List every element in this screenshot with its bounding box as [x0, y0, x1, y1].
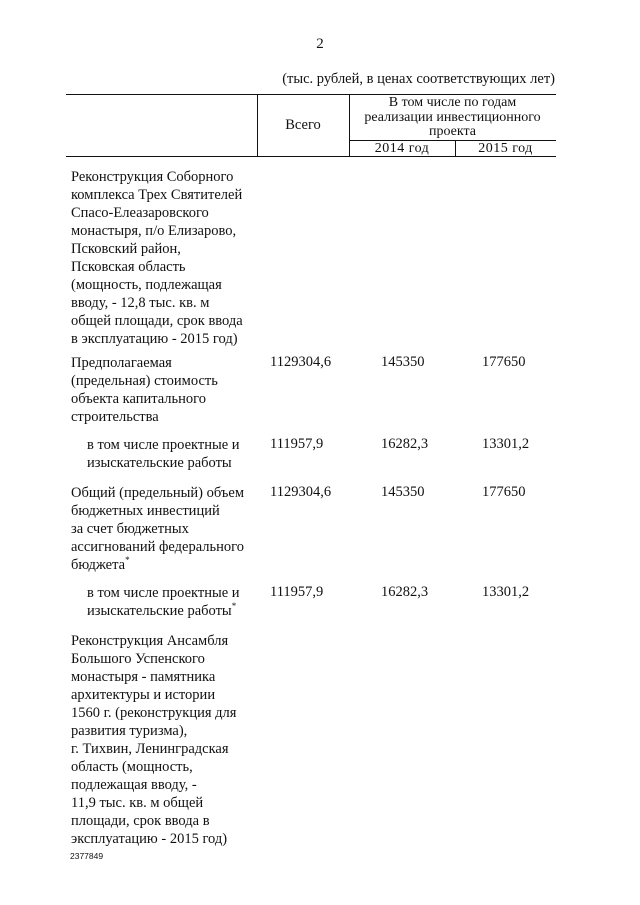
row-label: [71, 484, 244, 574]
value-2014: 145350: [381, 484, 425, 500]
text-line: монастыря, п/о Елизарово,: [71, 223, 237, 239]
text-line: в том числе проектные и: [87, 437, 240, 453]
text-line: (предельная) стоимость: [71, 373, 218, 389]
text-line: 1560 г. (реконструкция для: [71, 705, 237, 721]
header-year-2014: 2014 год: [374, 141, 430, 156]
row-label: [71, 354, 218, 426]
footnote-mark: *: [231, 601, 237, 612]
units-note: (тыс. рублей, в ценах соответствующих лет): [282, 71, 555, 87]
text-line: в эксплуатацию - 2015 год): [71, 331, 238, 347]
header-years-group: [349, 96, 556, 140]
text-line: за счет бюджетных: [71, 521, 189, 537]
text-line-content: бюджета: [71, 557, 126, 573]
text-line: общей площади, срок ввода: [71, 313, 243, 329]
text-line: [87, 602, 240, 620]
value-2015: 177650: [482, 354, 526, 370]
text-line: бюджетных инвестиций: [71, 503, 220, 519]
value-total: 111957,9: [270, 436, 324, 452]
value-total: 1129304,6: [270, 484, 332, 500]
text-line: архитектуры и истории: [71, 687, 216, 703]
value-2015: 177650: [482, 484, 526, 500]
text-line: эксплуатацию - 2015 год): [71, 831, 228, 847]
text-line: в том числе проектные и: [87, 585, 240, 601]
text-line: комплекса Трех Святителей: [71, 187, 243, 203]
text-line: Реконструкция Ансамбля: [71, 633, 229, 649]
text-line: развития туризма),: [71, 723, 188, 739]
text-line: Реконструкция Соборного: [71, 169, 234, 185]
text-line: область (мощность,: [71, 759, 193, 775]
row-label: [87, 436, 240, 472]
text-line: Псковский район,: [71, 241, 181, 257]
row-label: [87, 584, 240, 620]
page-number: 2: [316, 36, 324, 52]
value-2015: 13301,2: [482, 584, 530, 600]
footnote-mark: *: [125, 555, 130, 566]
text-line: строительства: [71, 409, 159, 425]
text-line-content: изыскательские работы: [87, 603, 232, 619]
text-line: [71, 556, 244, 574]
header-total: Всего: [285, 117, 321, 133]
text-line: вводу, - 12,8 тыс. кв. м: [71, 295, 210, 311]
document-code: 2377849: [70, 851, 104, 861]
header-group-line: реализации инвестиционного: [364, 109, 541, 125]
text-line: Спасо-Елеазаровского: [71, 205, 209, 221]
text-line: подлежащая вводу, -: [71, 777, 197, 793]
text-line: площади, срок ввода в: [71, 813, 210, 829]
text-line: изыскательские работы: [87, 455, 232, 471]
text-line: 11,9 тыс. кв. м общей: [71, 795, 204, 811]
object-title: [71, 168, 243, 348]
value-2014: 16282,3: [381, 584, 429, 600]
object-title: [71, 632, 236, 848]
text-line: г. Тихвин, Ленинградская: [71, 741, 229, 757]
value-total: 1129304,6: [270, 354, 332, 370]
value-2014: 16282,3: [381, 436, 429, 452]
text-line: ассигнований федерального: [71, 539, 244, 555]
text-line: Большого Успенского: [71, 651, 205, 667]
text-line: (мощность, подлежащая: [71, 277, 222, 293]
header-group-line: проекта: [429, 124, 476, 139]
header-group-line: В том числе по годам: [388, 95, 517, 110]
text-line: Псковская область: [71, 259, 186, 275]
value-2014: 145350: [381, 354, 425, 370]
text-line: Предполагаемая: [71, 355, 172, 371]
text-line: объекта капитального: [71, 391, 206, 407]
text-line: Общий (предельный) объем: [71, 485, 244, 501]
value-2015: 13301,2: [482, 436, 530, 452]
text-line: монастыря - памятника: [71, 669, 216, 685]
header-year-2015: 2015 год: [478, 141, 533, 156]
value-total: 111957,9: [270, 584, 324, 600]
